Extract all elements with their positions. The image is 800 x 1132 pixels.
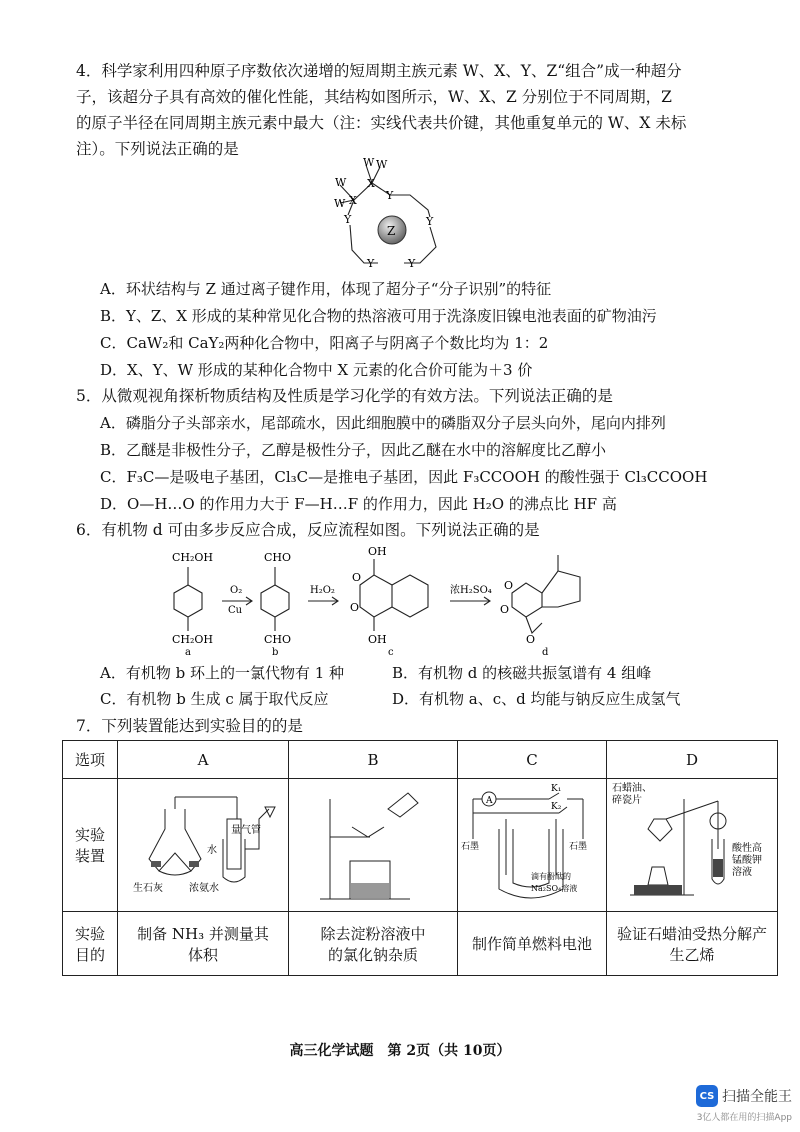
c-o-2: O [350, 601, 360, 614]
label-kmno4-3: 溶液 [732, 867, 752, 878]
label-kmno4-1: 酸性高 [732, 843, 762, 854]
q5-option-c: C．F₃C—是吸电子基团，Cl₃C—是推电子基团，因此 F₃CCOOH 的酸性强于 Cl₃CCOOH [100, 468, 708, 486]
q4-option-a: A．环状结构与 Z 通过离子键作用，体现了超分子“分子识别”的特征 [100, 280, 552, 298]
purpose-b-line1: 除去淀粉溶液中 [320, 924, 426, 943]
label-w3: W [335, 176, 347, 189]
page-footer: 高三化学试题 第 2页（共 10页） [289, 1043, 511, 1059]
b-cho-bottom: CHO [264, 633, 292, 646]
reagent-o2: O₂ [230, 585, 243, 596]
label-w1: W [363, 156, 375, 169]
reagent-cu: Cu [228, 605, 243, 616]
label-y2: Y [426, 215, 434, 228]
row-purpose-label-2: 目的 [74, 945, 105, 964]
q6-option-a: A．有机物 b 环上的一氯代物有 1 种 [100, 664, 345, 682]
purpose-a-line1: 制备 NH₃ 并测量其 [137, 924, 269, 943]
c-oh-bottom: OH [368, 633, 387, 646]
q7-apparatus-table [62, 740, 778, 976]
label-k1: K₁ [551, 784, 562, 794]
label-w2: W [376, 158, 388, 171]
header-a: A [118, 741, 289, 779]
label-c: c [388, 647, 394, 657]
apparatus-a-drawing [119, 779, 287, 907]
label-a: a [185, 647, 191, 657]
header-b: B [289, 741, 458, 779]
apparatus-c-drawing [459, 779, 605, 907]
q6-option-c: C．有机物 b 生成 c 属于取代反应 [100, 690, 329, 708]
watermark-text: 扫描全能王 [722, 1089, 792, 1105]
header-d: D [607, 741, 778, 779]
label-z: Z [387, 224, 396, 238]
label-solution-2: Na₂SO₄溶液 [531, 884, 578, 893]
apparatus-d-drawing [608, 779, 776, 907]
label-conc-ammonia: 浓氨水 [189, 883, 219, 894]
q4-option-c: C．CaW₂和 CaY₂两种化合物中，阳离子与阴离子个数比均为 1：2 [100, 334, 549, 352]
d-o-3: O [526, 633, 536, 646]
label-d: d [542, 647, 549, 657]
label-k2: K₂ [551, 802, 562, 812]
row-apparatus-label [63, 779, 118, 912]
row-apparatus-label-2: 装置 [74, 847, 105, 865]
label-x2: X [349, 194, 357, 207]
q7-stem: 7．下列装置能达到实验目的的是 [76, 717, 303, 735]
label-y4: Y [367, 257, 375, 270]
label-graphite-right: 石墨 [569, 842, 588, 852]
label-paraffin-1: 石蜡油、 [612, 783, 652, 794]
purpose-d [607, 912, 778, 976]
supramolecule-figure [320, 155, 460, 277]
reagent-h2so4: 浓H₂SO₄ [450, 585, 492, 596]
label-kmno4-2: 锰酸钾 [732, 855, 762, 866]
ammeter-label: A [486, 796, 493, 806]
label-quicklime: 生石灰 [133, 883, 163, 894]
q4-stem-line2: 子，该超分子具有高效的催化性能，其结构如图所示，W、X、Z 分别位于不同周期，Z [76, 88, 672, 106]
header-option: 选项 [63, 741, 118, 779]
q5-option-d: D．O—H…O 的作用力大于 F—H…F 的作用力，因此 H₂O 的沸点比 HF 高 [100, 495, 617, 513]
label-water: 水 [207, 845, 217, 856]
row-apparatus-label-1: 实验 [74, 826, 105, 844]
q6-option-d: D．有机物 a、c、d 均能与钠反应生成氢气 [392, 690, 681, 708]
label-gas-tube: 量气管 [231, 825, 261, 836]
q5-option-a: A．磷脂分子头部亲水，尾部疏水，因此细胞膜中的磷脂双分子层头向外，尾向内排列 [100, 414, 666, 432]
label-b: b [272, 647, 279, 657]
a-ch2oh-bottom: CH₂OH [172, 633, 214, 646]
label-y3: Y [344, 213, 352, 226]
row-purpose-label-1: 实验 [74, 924, 105, 943]
label-solution-1: 滴有酚酞的 [531, 872, 571, 881]
c-o-1: O [352, 571, 362, 584]
d-o-2: O [500, 603, 510, 616]
reagent-h2o2: H₂O₂ [310, 585, 335, 596]
row-purpose-label [63, 912, 118, 976]
q4-stem-line3: 的原子半径在同周期主族元素中最大（注：实线代表共价键，其他重复单元的 W、X 未标 [76, 114, 687, 132]
b-cho-top: CHO [264, 551, 292, 564]
q5-option-b: B．乙醚是非极性分子，乙醇是极性分子，因此乙醚在水中的溶解度比乙醇小 [100, 441, 607, 459]
purpose-b [289, 912, 458, 976]
q6-option-b: B．有机物 d 的核磁共振氢谱有 4 组峰 [392, 664, 652, 682]
label-paraffin-2: 碎瓷片 [612, 795, 642, 806]
q6-stem: 6．有机物 d 可由多步反应合成，反应流程如图。下列说法正确的是 [76, 521, 540, 539]
label-y5: Y [408, 257, 416, 270]
label-x1: X [367, 177, 375, 190]
scanner-watermark [696, 1085, 792, 1107]
camscanner-logo-icon: CS [696, 1085, 718, 1107]
apparatus-a [118, 779, 289, 912]
label-graphite-left: 石墨 [461, 842, 480, 852]
label-y1: Y [386, 189, 394, 202]
q4-option-b: B．Y、Z、X 形成的某种常见化合物的热溶液可用于洗涤废旧镍电池表面的矿物油污 [100, 307, 657, 325]
purpose-a [118, 912, 289, 976]
apparatus-b [289, 779, 458, 912]
q4-stem-line4: 注）。下列说法正确的是 [76, 140, 239, 158]
purpose-d-line2: 生乙烯 [669, 945, 715, 964]
q4-option-d: D．X、Y、W 形成的某种化合物中 X 元素的化合价可能为＋3 价 [100, 361, 533, 379]
apparatus-c [458, 779, 607, 912]
purpose-b-line2: 的氯化钠杂质 [327, 945, 418, 964]
watermark-subtext: 3亿人都在用的扫描App [696, 1113, 792, 1123]
header-c: C [458, 741, 607, 779]
reaction-scheme [160, 545, 620, 657]
purpose-c [458, 912, 607, 976]
purpose-c-line1: 制作简单燃料电池 [471, 935, 592, 953]
purpose-d-line1: 验证石蜡油受热分解产 [616, 924, 767, 943]
purpose-a-line2: 体积 [187, 945, 218, 964]
a-ch2oh-top: CH₂OH [172, 551, 214, 564]
apparatus-d [607, 779, 778, 912]
q5-stem: 5．从微观视角探析物质结构及性质是学习化学的有效方法。下列说法正确的是 [76, 387, 613, 405]
q4-stem-line1: 4．科学家利用四种原子序数依次递增的短周期主族元素 W、X、Y、Z“组合”成一种超分 [76, 62, 682, 80]
c-oh-top: OH [368, 545, 387, 558]
apparatus-b-drawing [290, 779, 456, 907]
label-w4: W [334, 197, 346, 210]
d-o-1: O [504, 579, 514, 592]
